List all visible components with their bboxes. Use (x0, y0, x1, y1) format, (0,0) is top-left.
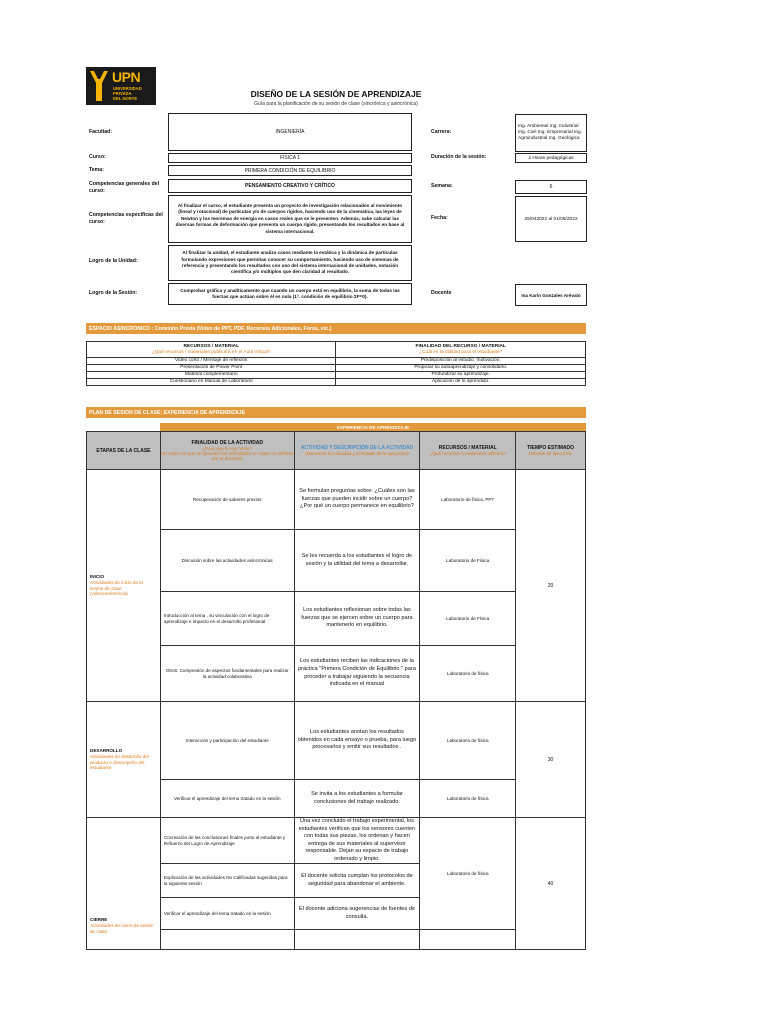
async-table (86, 341, 586, 386)
h-tiempo-sub: Minutos de ejecución (528, 451, 573, 456)
table-row (87, 592, 586, 646)
plan-finalidad-7: Explicación de las actividades No Calificadas sugeridas para la siguiente sesión (160, 864, 294, 898)
desarrollo-desc: Actividades de desarrollo del producto o desempeño del estudiante (90, 753, 149, 771)
stage-desarrollo (87, 702, 161, 818)
async-finalidad-1: Propiciar su autoaprendizaje y consolidarlo. (336, 365, 586, 372)
logo-line1: UNIVERSIDAD (113, 86, 142, 91)
async-finalidad-3: Aplicación de lo aprendido. (336, 379, 586, 386)
plan-actividad-6: Una vez concluido el trabajo experimental, los estudiantes verifican que los sensores cuenten con todas sus piezas, los ordenan y hacen entrega de sus materiales al supervisor responsable. Dejan su espacio de trabajo ordenado y limpio. (294, 818, 420, 864)
h-recursos-sub: ¿Qué recursos o materiales utilizará? (429, 451, 506, 456)
upn-logo (86, 67, 156, 105)
async-recurso-0: Video corto / Mensaje de reflexión (87, 358, 336, 365)
logo-name: UPN (112, 69, 141, 85)
plan-recurso-4: Laboratorio de física (420, 702, 516, 780)
plan-actividad-5: Se invita a los estudiantes a formular conclusiones del trabajo realizado. (294, 780, 420, 818)
plan-recurso-3: Laboratorio de física (420, 646, 516, 702)
plan-actividad-1: Se les recuerda a los estudiantes el logro de sesión y la utilidad del tema a desarrollar. (294, 530, 420, 592)
page-title: DISEÑO DE LA SESIÓN DE APRENDIZAJE (250, 89, 422, 99)
async-col2-title: FINALIDAD DEL RECURSO / MATERIAL (415, 344, 506, 350)
desarrollo-time: 30 (516, 702, 586, 818)
table-row (87, 930, 586, 950)
logro-unidad-label: Logro de la Unidad: (89, 258, 138, 265)
plan-empty-finalidad (160, 930, 294, 950)
h-actividad-title: ACTIVIDAD Y DESCRIPCIÓN DE LA ACTIVIDAD (300, 445, 414, 451)
plan-finalidad-0: Recuperación de saberes previos (160, 470, 294, 530)
plan-actividad-3: Los estudiantes reciben las indicaciones de la práctica "Primera Condición de Equilibrio " para proceder a trabajar siguiendo la secuencia indicada en el manual (294, 646, 420, 702)
plan-empty-recurso (420, 930, 516, 950)
plan-recurso-2: Laboratorio de Física (420, 592, 516, 646)
logo-line2: PRIVADA (113, 91, 132, 96)
tema-value: PRIMERA CONDICIÓN DE EQUILIBRIO (168, 165, 412, 176)
plan-finalidad-6: Cocreación de las conclusiones finales junto al estudiante y Refuerzo del Logro de Aprendizaje (160, 818, 294, 864)
h-finalidad-title: FINALIDAD DE LA ACTIVIDAD (191, 440, 264, 446)
table-row (87, 379, 586, 386)
logro-sesion-label: Logro de la Sesión: (89, 290, 138, 297)
table-row (87, 470, 586, 530)
page-subtitle: Guía para la planificación de su sesión de clase (sincrónica y asincrónica) (254, 101, 418, 107)
async-col2-header (336, 342, 586, 358)
semana-label: Semana: (431, 183, 453, 190)
inicio-title: INICIO (90, 573, 105, 579)
table-row (87, 358, 586, 365)
carrera-label: Carrera: (431, 129, 452, 136)
h-finalidad-sub: ¿Para qué lo voy hacer? (202, 446, 253, 451)
plan-finalidad-5: Verificar el aprendizaje del tema tratado en la sesión (160, 780, 294, 818)
async-finalidad-0: Predisposición al estudio, motivación. (336, 358, 586, 365)
plan-finalidad-4: Interacción y participación del estudiante (160, 702, 294, 780)
plan-actividad-4: Los estudiantes anotan los resultados obtenidos en cada ensayo o prueba, para luego procesarlos y emitir sus resultados . (294, 702, 420, 780)
plan-recurso-5: Laboratorio de física (420, 780, 516, 818)
logro-unidad-value: Al finalizar la unidad, el estudiante analiza casos mediante la estática y la dinámica de partículas formulando expresiones que permitan conocer su comportamiento, haciendo uso de sistemas de referencia y presentando los resultados con uso del sistema internacional de unidades, notación científica y/o múltiplos que den claridad al resultado. (168, 245, 412, 281)
stage-inicio (87, 470, 161, 702)
h-actividad (294, 432, 420, 470)
comp-gen-value: PENSAMIENTO CREATIVO Y CRÍTICO (168, 179, 412, 193)
plan-finalidad-2: Introducción al tema , su vinculación con el logro de aprendizaje e impacto en el desarrollo profesional (160, 592, 294, 646)
desarrollo-title: DESARROLLO (90, 747, 123, 753)
h-recursos (420, 432, 516, 470)
async-recurso-3: Cuestionario en Manual de Laboratorio (87, 379, 336, 386)
plan-actividad-7: El docente solicita cumplan los protocolos de seguridad para abandonar el ambiente. (294, 864, 420, 898)
table-row (87, 372, 586, 379)
plan-recurso-6: Laboratorio de física (420, 818, 516, 930)
curso-label: Curso: (89, 154, 106, 161)
comp-esp-label: Competencias específicas del curso: (89, 211, 163, 225)
plan-actividad-2: Los estudiantes reflexionan sobre todas las fuerzas que se ejercen sobre un cuerpo para mantenerlo en equilibrio. (294, 592, 420, 646)
logo-line3: DEL NORTE (113, 96, 138, 101)
fecha-value: 25/042022 al 01/05/2022 (515, 196, 587, 242)
async-recurso-1: Presentación de Power Point (87, 365, 336, 372)
duracion-label: Duración de la sesión: (431, 154, 487, 161)
inicio-desc: Actividades de inicio de la sesión de clase (videoconferencia). (90, 579, 143, 597)
inicio-time: 20 (516, 470, 586, 702)
table-row (87, 365, 586, 372)
h-tiempo (516, 432, 586, 470)
comp-esp-value: Al finalizar el curso, el estudiante presenta un proyecto de investigación relacionados al movimiento (lineal y rotacional) de partículas y/o de cuerpos rígidos, haciendo uso de la cinemática, las leyes de Newton y los teoremas de energía en casos reales que se le presenten. Además, sabe calcular las diversas formas de deformación que presenta un cuerpo rígido, presentando los resultados en base al sistema internacional. (168, 195, 412, 243)
facultad-value: INGENIERÍA (168, 113, 412, 151)
carrera-value: Ing. Ambiental Ing. Industrial Ing. Civil Ing. Empresarial Ing. Agroindustrial Ing. Geológica (515, 114, 587, 152)
h-recursos-title: RECURSOS / MATERIAL (438, 445, 497, 451)
facultad-label: Facultad: (89, 129, 113, 136)
h-finalidad (160, 432, 294, 470)
tema-label: Tema: (89, 167, 104, 174)
plan-actividad-0: Se formulan preguntas sobre: ¿Cuáles son las fuerzas que pueden incidir sobre un cuerpo? ¿Por qué un cuerpo permanece en equilibrio? (294, 470, 420, 530)
table-row (87, 702, 586, 780)
curso-value: FISICA 1 (168, 153, 412, 163)
cierre-desc: Actividades de cierre de sesión de clase. (90, 923, 154, 935)
plan-actividad-8: El docente adiciona sugerencias de fuentes de consulta. (294, 898, 420, 930)
plan-finalidad-1: Discusión sobre las actividades asincrónicas (160, 530, 294, 592)
plan-finalidad-3: Otros: Compresión de aspectos fundamentales para realizar la actividad colaborativa (160, 646, 294, 702)
exp-header: EXPERIENCIA DE APRENDIZAJE (160, 423, 586, 431)
plan-recurso-1: Laboratorio de Física (420, 530, 516, 592)
semana-value: 6 (515, 180, 587, 194)
plan-bar: PLAN DE SESION DE CLASE: EXPERIENCIA DE APRENDIZAJE (86, 407, 586, 418)
fecha-label: Fecha: (431, 215, 448, 222)
h-tiempo-title: TIEMPO ESTIMADO (527, 445, 575, 451)
h-etapas: ETAPAS DE LA CLASE (87, 432, 161, 470)
stage-cierre (87, 818, 161, 950)
plan-recurso-0: Laboratorio de física, PPT (420, 470, 516, 530)
cierre-time: 40 (516, 818, 586, 950)
async-finalidad-2: Profundizar su aprendizaje. (336, 372, 586, 379)
async-col2-sub: ¿Cuál es la utilidad para el estudiante? (419, 349, 503, 355)
h-actividad-sub: (Mencione la Actividad y el Detalle de la ejecución) (305, 451, 409, 456)
table-row (87, 780, 586, 818)
async-recurso-2: Material complementario (87, 372, 336, 379)
table-row (87, 646, 586, 702)
table-row (87, 530, 586, 592)
plan-header-row (87, 432, 586, 470)
docente-value: Ina Karin Gonzales Arévalo (515, 284, 587, 306)
plan-finalidad-8: Verificar el aprendizaje del tema tratado en la sesión (160, 898, 294, 930)
logro-sesion-value: Comprobar gráfica y analíticamente que cuando un cuerpo está en equilibrio, la suma de todas las fuerzas que actúan sobre él es nula (1ª. condición de equilibrio ΣF=0). (168, 283, 412, 305)
table-row (87, 818, 586, 864)
async-col1-title: RECURSOS / MATERIAL (183, 344, 240, 350)
plan-empty-actividad (294, 930, 420, 950)
async-col1-header (87, 342, 336, 358)
h-finalidad-sub2: (El orden en que se ejecuten las actividades en clase es definido por el docente) (161, 451, 294, 461)
plan-table (86, 431, 586, 950)
async-col1-sub: ¿Qué recursos / materiales publicará en el Aula Virtual? (151, 349, 271, 355)
docente-label: Docente (431, 290, 452, 297)
cierre-title: CIERRE (90, 917, 108, 923)
duracion-value: 2 Horas pedagógicas (515, 153, 587, 163)
async-bar: ESPACIO ASINCRONICO : Conexión Previa (Video de PPT, PDF, Recursos Adicionales, Foros, etc.) (86, 323, 586, 334)
comp-gen-label: Competencias generales del curso: (89, 180, 160, 194)
